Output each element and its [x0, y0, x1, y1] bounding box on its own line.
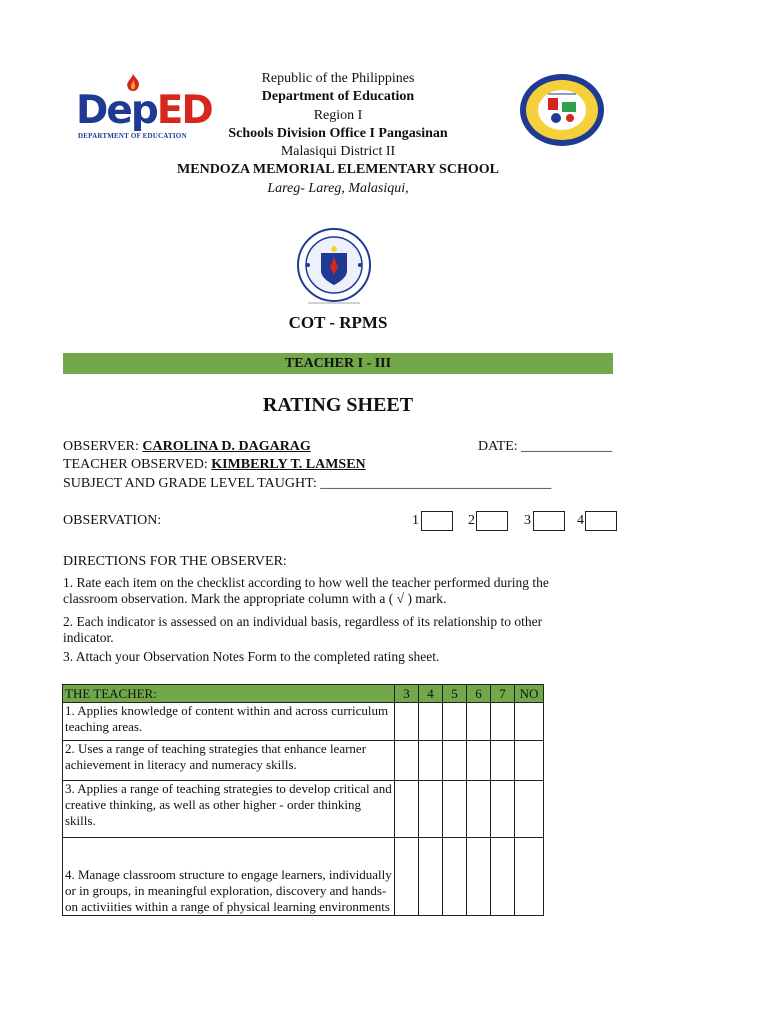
rating-cell[interactable]: [395, 838, 419, 916]
letterhead: [160, 70, 516, 198]
column-header: 3: [395, 685, 419, 703]
column-header: NO: [515, 685, 544, 703]
rating-cell[interactable]: [467, 741, 491, 781]
observation-4-checkbox[interactable]: [585, 511, 617, 531]
rating-cell[interactable]: [491, 703, 515, 741]
observation-label: OBSERVATION:: [63, 513, 162, 528]
table-header-label: THE TEACHER:: [63, 685, 395, 703]
column-header: 7: [491, 685, 515, 703]
deped-subtext: DEPARTMENT OF EDUCATION: [78, 132, 187, 140]
table-row: [63, 781, 544, 838]
rating-cell[interactable]: [443, 703, 467, 741]
direction-item: 1. Rate each item on the checklist according to how well the teacher performed during the classroom observation. Mark the appropriate column with a ( √ ) mark.: [63, 575, 549, 606]
observer-label: OBSERVER:: [63, 439, 139, 454]
indicator-text: 3. Applies a range of teaching strategies to develop critical and creative thinking, as well as other higher - order thinking skills.: [63, 781, 395, 838]
observation-number: 3: [524, 513, 531, 528]
table-header-row: [63, 685, 544, 703]
observer-name[interactable]: CAROLINA D. DAGARAG: [142, 439, 311, 454]
country-line: Republic of the Philippines: [261, 71, 415, 86]
teacher-level-band: TEACHER I - III: [63, 353, 613, 374]
rating-cell[interactable]: [491, 838, 515, 916]
rating-cell[interactable]: [491, 781, 515, 838]
school-line: MENDOZA MEMORIAL ELEMENTARY SCHOOL: [177, 162, 499, 178]
rating-table: [62, 684, 544, 916]
rating-cell[interactable]: [395, 703, 419, 741]
column-header: 4: [419, 685, 443, 703]
direction-item: 2. Each indicator is assessed on an individual basis, regardless of its relationship to other indicator.: [63, 614, 543, 645]
sdo-pangasinan-seal: [518, 72, 606, 148]
indicator-text: 1. Applies knowledge of content within and across curriculum teaching areas.: [63, 703, 395, 741]
rating-cell[interactable]: [515, 781, 544, 838]
address-line: Lareg- Lareg, Malasiqui,: [267, 180, 409, 196]
rating-cell[interactable]: [419, 781, 443, 838]
observation-number: 4: [577, 513, 584, 528]
observation-1-checkbox[interactable]: [421, 511, 453, 531]
table-row: [63, 838, 544, 916]
observer-row: [63, 439, 311, 455]
indicator-text: 4. Manage classroom structure to engage learners, individually or in groups, in meaningful exploration, discovery and hands- on activiities within a range of physical learning environments: [63, 838, 395, 916]
department-line: Department of Education: [261, 89, 415, 105]
teacher-row: [63, 457, 366, 473]
rating-cell[interactable]: [515, 838, 544, 916]
rating-cell[interactable]: [443, 781, 467, 838]
subject-field[interactable]: SUBJECT AND GRADE LEVEL TAUGHT: _________________________________: [63, 476, 552, 491]
rating-cell[interactable]: [443, 838, 467, 916]
rating-cell[interactable]: [515, 741, 544, 781]
observation-number: 2: [468, 513, 475, 528]
directions-heading: DIRECTIONS FOR THE OBSERVER:: [63, 554, 287, 569]
rating-cell[interactable]: [395, 741, 419, 781]
form-title: COT - RPMS: [288, 313, 388, 332]
teacher-name[interactable]: KIMBERLY T. LAMSEN: [211, 457, 366, 472]
teacher-label: TEACHER OBSERVED:: [63, 457, 208, 472]
district-line: Malasiqui District II: [280, 144, 396, 160]
table-row: [63, 703, 544, 741]
division-line: Schools Division Office I Pangasinan: [228, 125, 448, 141]
deped-seal: [294, 227, 374, 305]
rating-cell[interactable]: [419, 741, 443, 781]
table-row: [63, 741, 544, 781]
rating-cell[interactable]: [467, 838, 491, 916]
sheet-title: RATING SHEET: [262, 394, 414, 416]
date-field[interactable]: DATE: _____________: [478, 439, 613, 454]
region-line: Region I: [313, 107, 363, 123]
deped-wordmark: DepED: [76, 88, 212, 133]
direction-item: 3. Attach your Observation Notes Form to the completed rating sheet.: [63, 649, 440, 664]
rating-cell[interactable]: [515, 703, 544, 741]
rating-cell[interactable]: [419, 838, 443, 916]
column-header: 6: [467, 685, 491, 703]
observation-number: 1: [412, 513, 419, 528]
observation-3-checkbox[interactable]: [533, 511, 565, 531]
indicator-text: 2. Uses a range of teaching strategies that enhance learner achievement in literacy and numeracy skills.: [63, 741, 395, 781]
column-header: 5: [443, 685, 467, 703]
rating-cell[interactable]: [491, 741, 515, 781]
rating-cell[interactable]: [443, 741, 467, 781]
rating-cell[interactable]: [467, 781, 491, 838]
rating-cell[interactable]: [419, 703, 443, 741]
observation-2-checkbox[interactable]: [476, 511, 508, 531]
rating-cell[interactable]: [395, 781, 419, 838]
rating-cell[interactable]: [467, 703, 491, 741]
